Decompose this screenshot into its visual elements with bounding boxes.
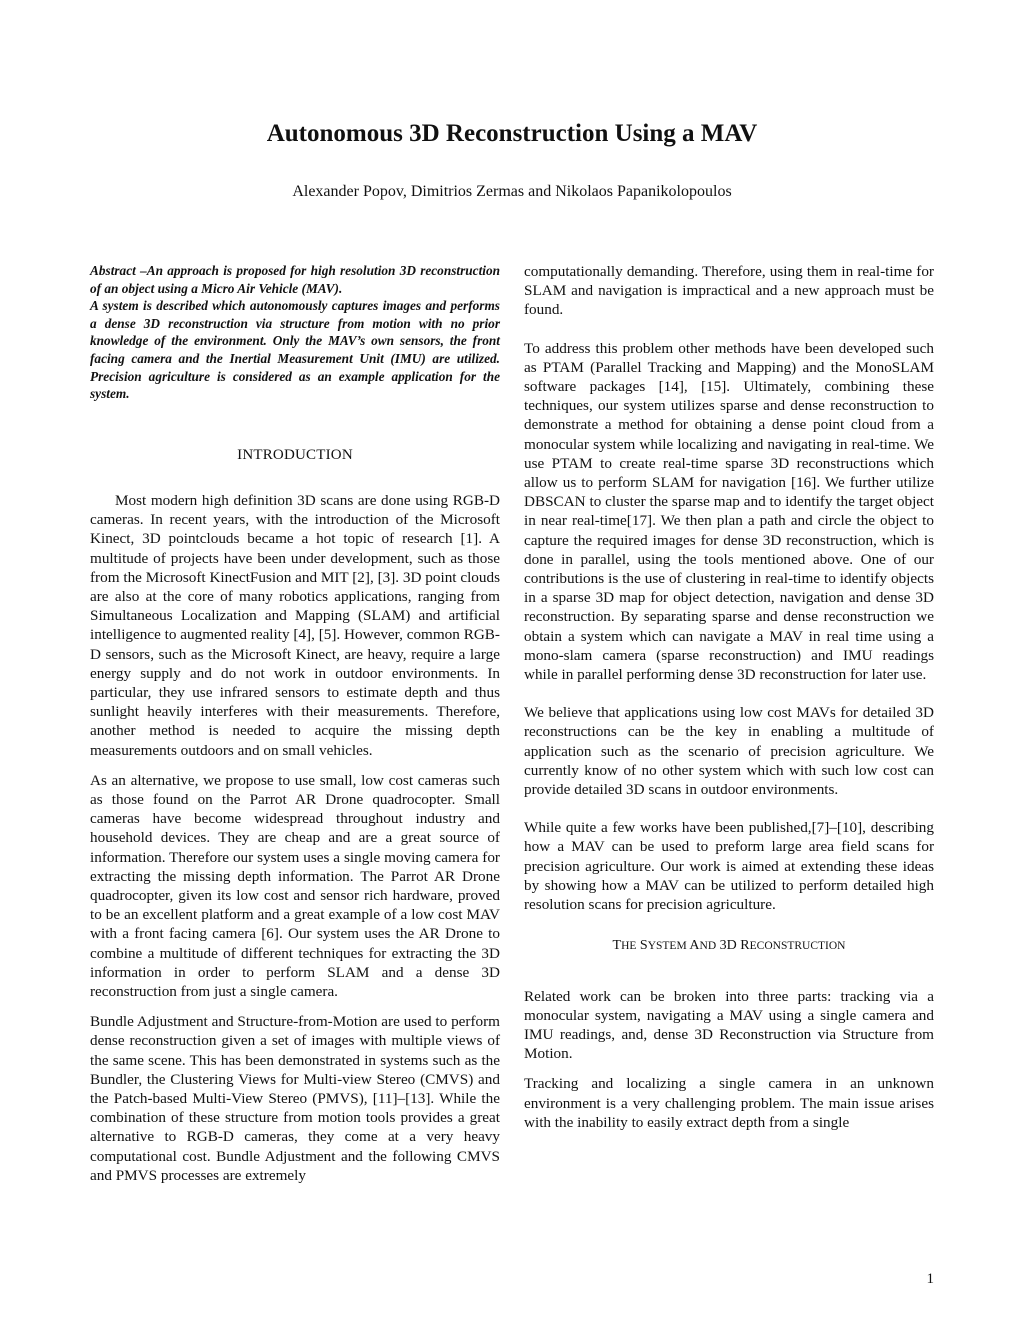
abstract — [90, 262, 500, 403]
page-number: 1 — [926, 1271, 934, 1287]
abstract-body: A system is described which autonomously captures images and performs a dense 3D reconstruction via structure from motion with no prior knowledge of the environment. Only the MAV’s own sensors, the front facing camera and the Inertial Measurement Unit (IMU) are utilized. Precision agriculture is considered as an example application for the system. — [90, 298, 500, 402]
paper-title: Autonomous 3D Reconstruction Using a MAV — [266, 120, 758, 147]
abstract-summary: Abstract –An approach is proposed for high resolution 3D reconstruction of an object using a Micro Air Vehicle (MAV). — [90, 263, 500, 296]
paragraph: To address this problem other methods have been developed such as PTAM (Parallel Tracking and Mapping) and the MonoSLAM software packages [14], [15]. Ultimately, combining these techniques, our system utilizes sparse and dense reconstruction to demonstrate a method for obtaining a dense point cloud from a monocular system while localizing and navigating in real-time. We use PTAM to create real-time sparse 3D reconstructions which allow us to perform SLAM for navigation [16]. We further utilize DBSCAN to cluster the sparse map and to identify the target object in near real-time[17]. We then plan a path and circle the object to capture the required images for dense 3D reconstruction, which is done in parallel, using the tools mentioned above. One of our contributions is the use of clustering in real-time to identify objects in a sparse 3D map for object detection, navigation and dense 3D reconstruction. By separating sparse and dense reconstruction we obtain a system which can navigate a MAV in real time using a mono-slam camera (sparse reconstruction) and IMU readings while in parallel performing dense 3D reconstruction for later use. — [524, 339, 934, 684]
paragraph: We believe that applications using low cost MAVs for detailed 3D reconstructions can be the key in enabling a multitude of application such as the scenario of precision agriculture. We currently know of no other system which with such low cost can provide detailed 3D scans in outdoor environments. — [524, 704, 934, 799]
right-column — [524, 262, 934, 1132]
paragraph: Related work can be broken into three parts: tracking via a monocular system, navigating a MAV using a single camera and IMU readings, and, dense 3D Reconstruction via Structure from Motion. — [524, 987, 934, 1063]
paragraph: As an alternative, we propose to use small, low cost cameras such as those found on the Parrot AR Drone quadrocopter. Small cameras have become widespread throughout industry and household devices. They are cheap and are a great source of information. Therefore our system uses a single moving camera for extracting the missing depth information. The Parrot AR Drone quadrocopter, given its low cost and sensor rich hardware, proved to be an excellent platform and a great example of a low cost MAV with a front facing camera [6]. Our system uses the AR Drone to combine a multitude of different techniques for extracting the 3D information in order to perform SLAM and a dense 3D reconstruction from just a single camera. — [90, 771, 500, 1001]
section-heading-introduction: INTRODUCTION — [237, 446, 353, 463]
paragraph: computationally demanding. Therefore, using them in real-time for SLAM and navigation is impractical and a new approach must be found. — [524, 263, 934, 319]
left-column — [90, 262, 500, 1185]
paragraph: Most modern high definition 3D scans are done using RGB-D cameras. In recent years, with the introduction of the Microsoft Kinect, 3D pointclouds became a hot topic of research [1]. A multitude of projects have been under development, such as those from the Microsoft KinectFusion and MIT [2], [3]. 3D point clouds are also at the core of many robotics applications, ranging from Simultaneous Localization and Mapping (SLAM) and artificial intelligence to augmented reality [4], [5]. However, common RGB-D sensors, such as the Microsoft Kinect, are heavy, require a large energy supply and do not work in outdoor environments. In particular, they use infrared sensors to estimate depth and thus sunlight heavily interferes with their measurements. Therefore, another method is needed to acquire the missing depth measurements outdoors and on small vehicles. — [90, 491, 500, 759]
paragraph: Tracking and localizing a single camera in an unknown environment is a very challenging problem. The main issue arises with the inability to easily extract depth from a single — [524, 1075, 934, 1131]
author-list: Alexander Popov, Dimitrios Zermas and Nikolaos Papanikolopoulos — [292, 183, 732, 200]
paragraph: While quite a few works have been published,[7]–[10], describing how a MAV can be used to preform large area field scans for precision agriculture. Our work is aimed at extending these ideas by showing how a MAV can be utilized to perform detailed high resolution scans for precision agriculture. — [524, 819, 934, 914]
section-heading-system: THE SYSTEM AND 3D RECONSTRUCTION — [612, 938, 846, 954]
paragraph: Bundle Adjustment and Structure-from-Motion are used to perform dense reconstruction given a set of images with multiple views of the same scene. This has been demonstrated in systems such as the Bundler, the Clustering Views for Multi-view Stereo (CMVS) and the Patch-based Multi-View Stereo (PMVS), [11]–[13]. While the combination of these structure from motion tools provides a great alternative to RGB-D cameras, they come at a very heavy computational cost. Bundle Adjustment and the following CMVS and PMVS processes are extremely — [90, 1013, 500, 1184]
